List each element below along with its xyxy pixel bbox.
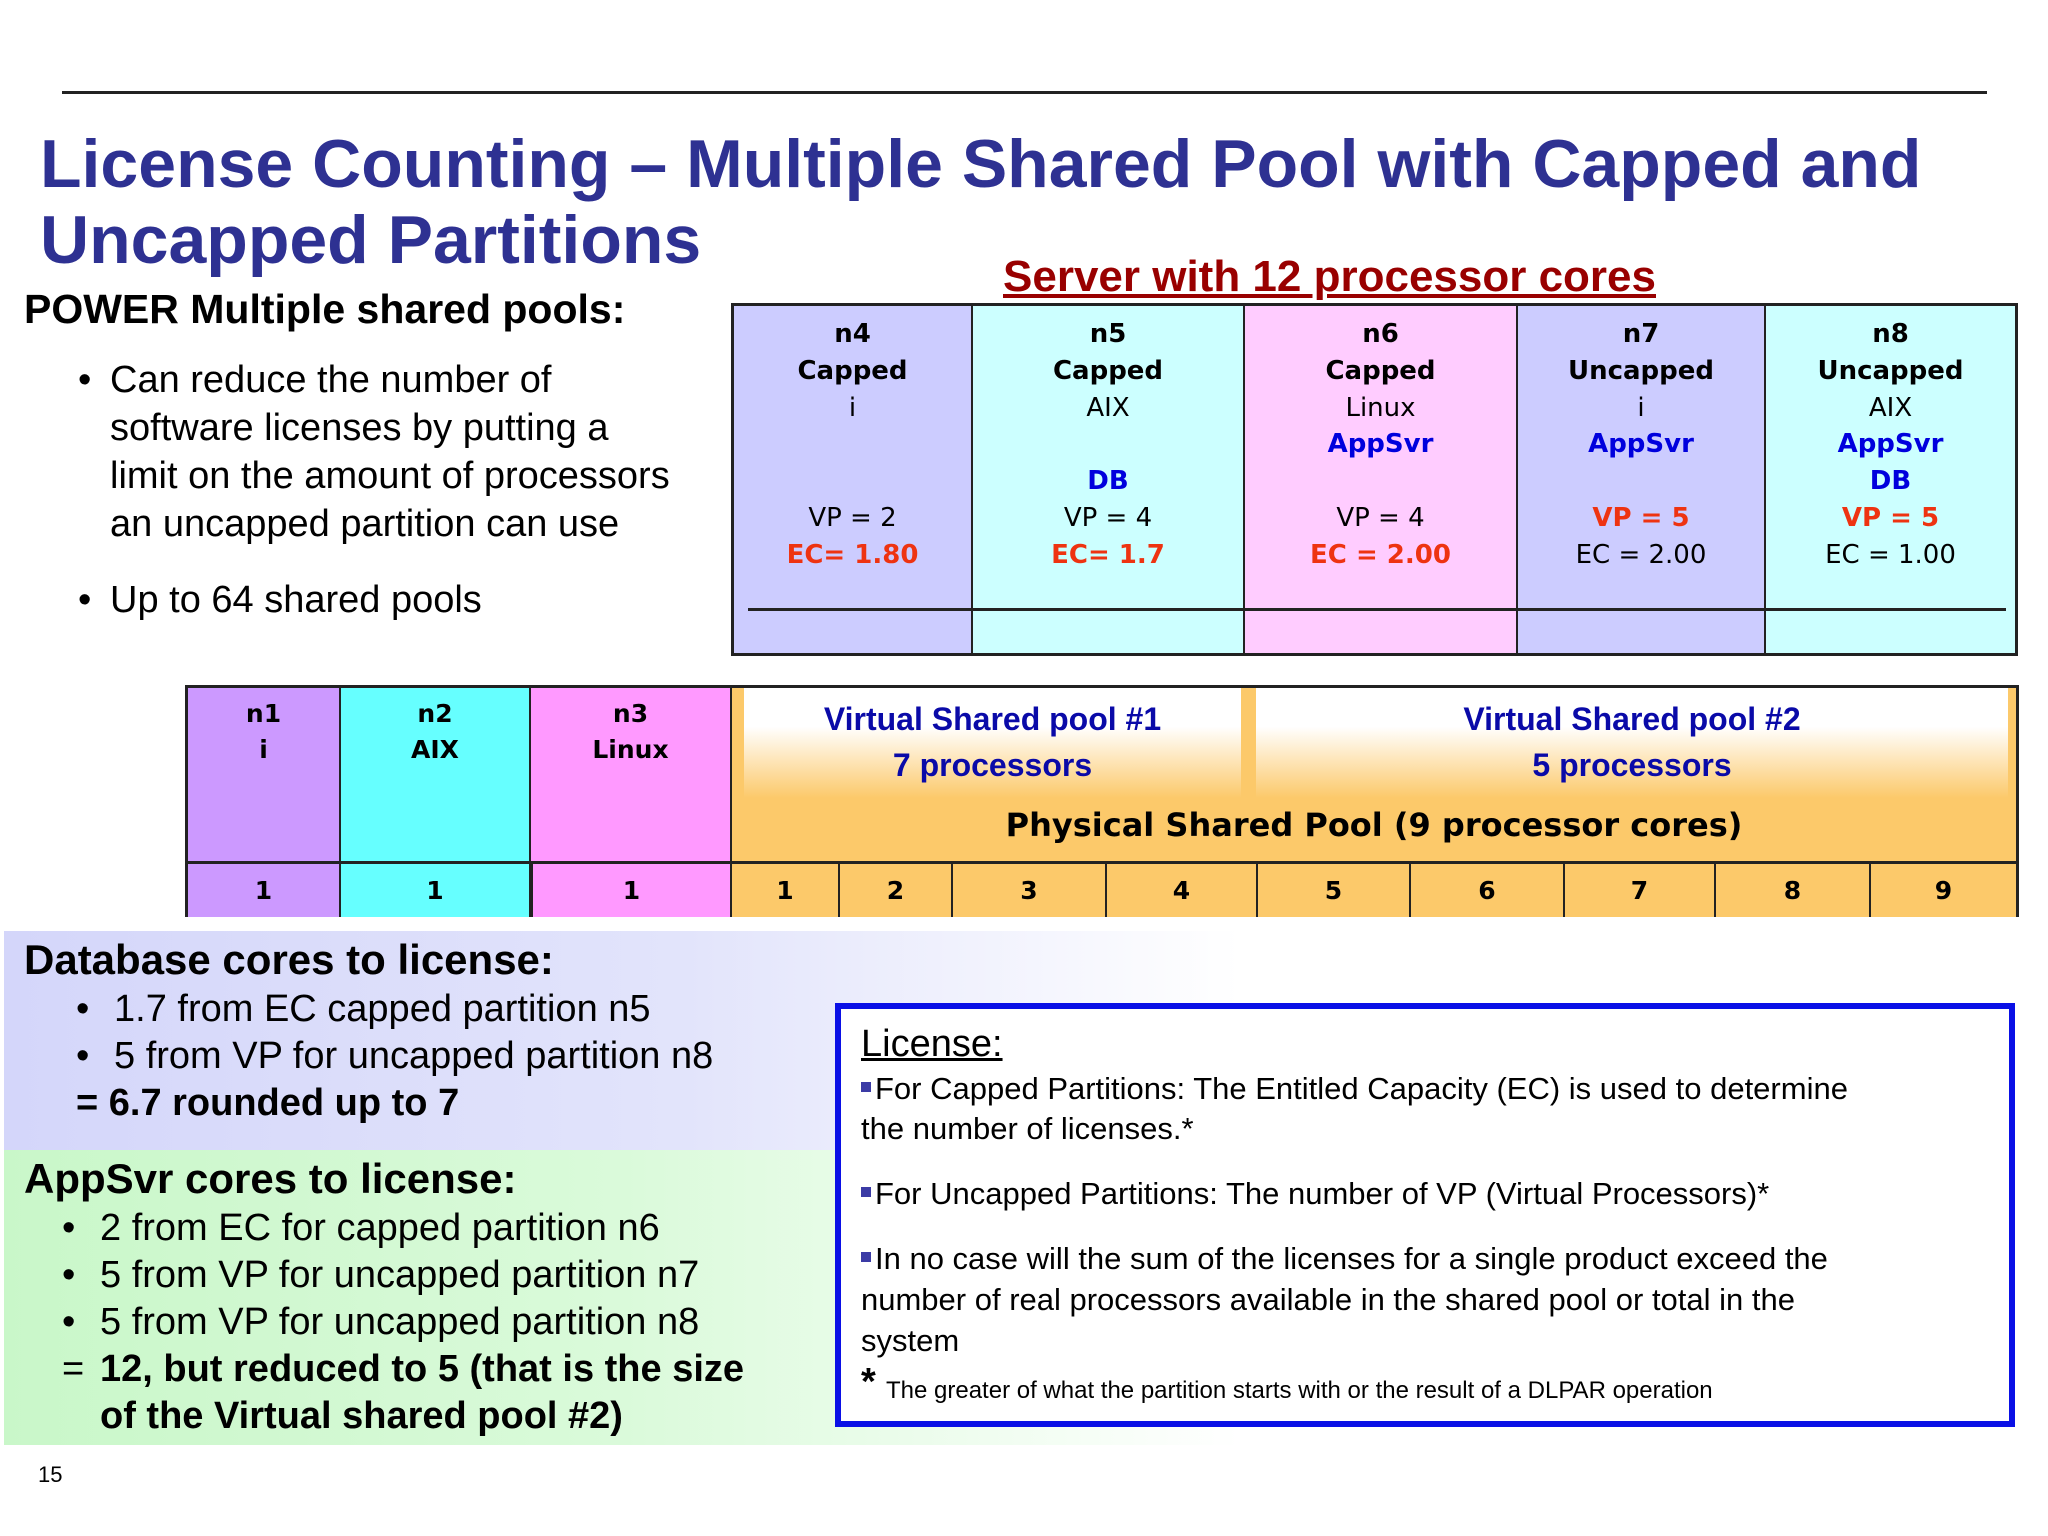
partition-mode: Capped [797,356,908,386]
bullet-1-line-3: limit on the amount of processors [110,455,670,497]
license-rule-3-cont2: system [861,1323,960,1358]
shared-partitions-table [731,303,2018,656]
core-cell: 7 [1565,861,1716,917]
core-cell: 1 [531,861,732,917]
partition-name: n7 [1622,319,1660,349]
square-bullet-icon [861,1252,871,1262]
server-heading: Server with 12 processor cores [1003,252,1656,301]
bullet-2-text: Up to 64 shared pools [110,579,482,621]
partition-n7 [1518,306,1766,653]
core-cell: 5 [1258,861,1411,917]
partition-name: n2 [417,699,453,728]
intro-bullet-2 [78,576,718,624]
db-summary-result: = 6.7 rounded up to 7 [76,1082,460,1124]
partition-db: DB [1087,466,1129,496]
partition-os: AIX [411,735,459,764]
pool-boundary-line [748,608,2006,611]
partition-mode: Uncapped [1567,356,1715,386]
license-rule-3: In no case will the sum of the licenses for a single product exceed the [875,1241,1828,1276]
partition-mode: Uncapped [1817,356,1964,386]
title-line-2: Uncapped Partitions [40,202,702,278]
app-summary-item: 5 from VP for uncapped partition n8 [100,1301,700,1343]
intro-heading: POWER Multiple shared pools: [24,286,626,332]
vsp-size: 5 processors [1532,747,1732,783]
core-cell: 8 [1716,861,1871,917]
core-cell: 4 [1107,861,1258,917]
partition-ec: EC= 1.80 [786,540,919,570]
partition-vp: VP = 5 [1841,503,1940,533]
bullet-dot-icon: • [78,359,92,401]
license-rule-1: For Capped Partitions: The Entitled Capacity (EC) is used to determine [875,1071,1848,1106]
physical-pool-label: Physical Shared Pool (9 processor cores) [1005,806,1743,844]
bullet-dot-icon: • [76,988,90,1030]
square-bullet-icon [861,1082,871,1092]
partition-os: Linux [592,735,669,764]
partition-app: AppSvr [1327,429,1434,459]
partition-os: Linux [1345,393,1416,423]
intro-bullet-1 [78,356,718,548]
app-summary-result: 12, but reduced to 5 (that is the size [100,1348,745,1390]
partition-app: AppSvr [1837,429,1944,459]
partition-n5 [973,306,1245,653]
partition-ec: EC= 1.7 [1051,540,1165,570]
bullet-dot-icon: • [62,1207,76,1249]
bullet-dot-icon: • [62,1301,76,1343]
partition-app: AppSvr [1588,429,1694,459]
license-rule-1-cont: the number of licenses.* [861,1111,1194,1146]
partition-os: i [848,393,857,423]
license-rules-box [835,1003,2015,1427]
virtual-shared-pool-1 [744,688,1241,798]
partition-os: AIX [1086,393,1130,423]
license-footnote: The greater of what the partition starts with or the result of a DLPAR operation [886,1377,1713,1404]
core-cell: 1 [188,861,341,917]
partition-name: n6 [1362,319,1399,349]
app-summary-heading: AppSvr cores to license: [24,1155,517,1202]
bullet-dot-icon: • [62,1254,76,1296]
core-cell: 1 [341,861,531,917]
partition-ec: EC = 1.00 [1825,540,1956,570]
bullet-1-line-1: Can reduce the number of [110,359,552,401]
square-bullet-icon [861,1187,871,1197]
core-cell: 3 [953,861,1107,917]
partition-mode: Capped [1052,356,1164,386]
app-summary-result-cont: of the Virtual shared pool #2) [100,1395,623,1437]
bullet-1-line-2: software licenses by putting a [110,407,609,449]
dedicated-n3 [531,688,732,861]
vsp-size: 7 processors [892,747,1093,783]
vsp-label: Virtual Shared pool #2 [1463,701,1801,737]
processor-pool-table [185,685,2019,917]
core-cell: 1 [732,861,840,917]
db-summary-item: 1.7 from EC capped partition n5 [114,988,651,1030]
partition-mode: Capped [1325,356,1436,386]
partition-vp: VP = 5 [1592,503,1690,533]
partition-n8 [1766,306,2015,653]
core-cell: 9 [1871,861,2016,917]
core-cell: 6 [1411,861,1565,917]
db-summary-heading: Database cores to license: [24,936,554,983]
app-summary-item: 2 from EC for capped partition n6 [100,1207,660,1249]
db-summary-item: 5 from VP for uncapped partition n8 [114,1035,714,1077]
bullet-1-line-4: an uncapped partition can use [110,503,620,545]
app-summary-item: 5 from VP for uncapped partition n7 [100,1254,700,1296]
partition-vp: VP = 2 [808,503,897,533]
page-number: 15 [38,1462,63,1487]
dedicated-n1 [188,688,341,861]
partition-name: n1 [245,699,282,728]
partition-n6 [1245,306,1518,653]
partition-ec: EC = 2.00 [1310,540,1451,570]
partition-name: n5 [1089,319,1127,349]
virtual-shared-pool-2 [1256,688,2008,798]
partition-name: n3 [612,699,649,728]
partition-name: n4 [834,319,871,349]
bullet-dot-icon: • [76,1035,90,1077]
physical-shared-pool [732,688,2016,861]
partition-vp: VP = 4 [1336,503,1425,533]
footnote-asterisk: * [861,1361,876,1403]
license-heading: License: [861,1023,1003,1065]
bullet-dot-icon: • [78,579,92,621]
partition-os: i [259,735,268,764]
partition-os: AIX [1868,393,1913,423]
title-line-1: License Counting – Multiple Shared Pool with Capped and [40,126,1922,202]
partition-n4 [734,306,973,653]
partition-ec: EC = 2.00 [1575,540,1707,570]
core-cell: 2 [840,861,953,917]
top-rule [62,91,1987,94]
license-rule-2: For Uncapped Partitions: The number of VP (Virtual Processors)* [875,1176,1770,1211]
license-rule-3-cont: number of real processors available in the shared pool or total in the [861,1282,1795,1317]
dedicated-n2 [341,688,531,861]
partition-db: DB [1869,466,1912,496]
partition-name: n8 [1872,319,1909,349]
vsp-label: Virtual Shared pool #1 [823,701,1162,737]
partition-os: i [1637,393,1645,423]
partition-vp: VP = 4 [1063,503,1153,533]
app-summary-equals: = [62,1348,85,1390]
